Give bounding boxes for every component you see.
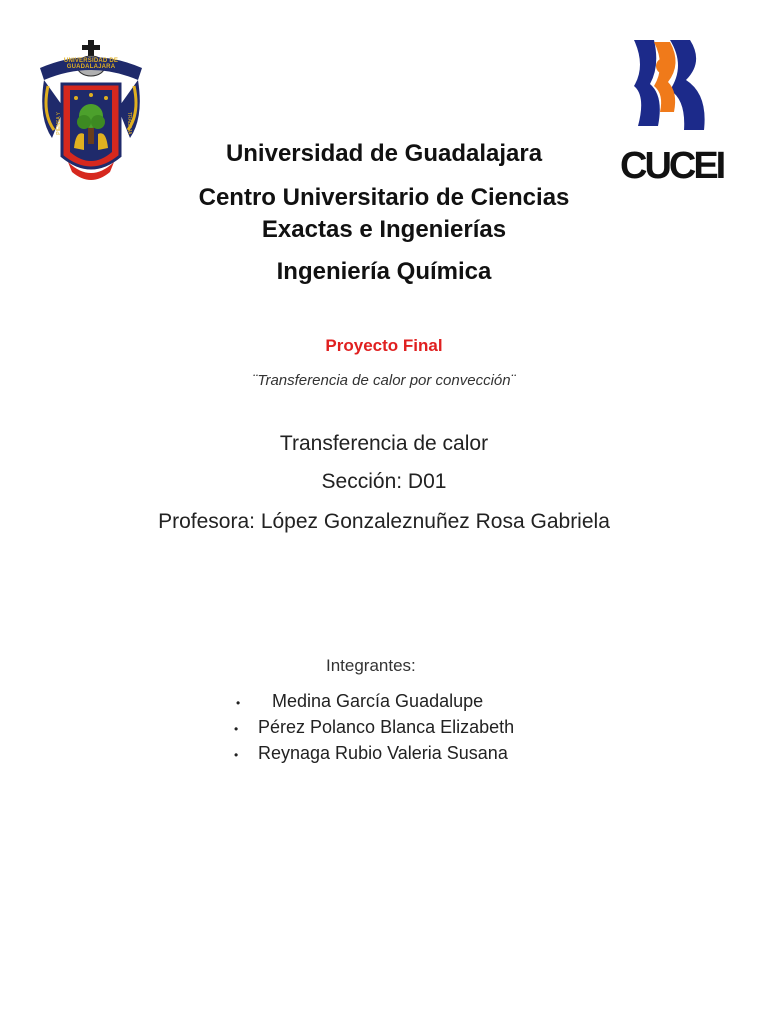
member-name: Pérez Polanco Blanca Elizabeth [258,717,515,737]
members-list [234,688,578,766]
members-heading: Integrantes: [326,656,416,675]
list-item [234,714,578,740]
member-name: Medina García Guadalupe [272,691,484,711]
udg-crest-left-banner: PIENSA Y [56,112,62,135]
bullet-icon: • [236,696,241,710]
course-section: Sección: D01 [321,470,447,493]
course-professor: Profesora: López Gonzaleznuñez Rosa Gabriela [158,510,610,533]
program-title: Ingeniería Química [276,258,492,285]
center-title-line1: Centro Universitario de Ciencias [198,184,570,211]
list-item [234,740,578,766]
bullet-icon: • [234,748,239,762]
course-name: Transferencia de calor [279,432,489,455]
list-item [236,688,578,714]
udg-crest-banner-text: UNIVERSIDAD DE GUADALAJARA [63,58,119,70]
project-title: ¨Transferencia de calor por convección¨ [252,372,516,389]
cucei-logo [620,36,714,148]
cucei-logo-text: CUCEI [620,145,724,187]
bullet-icon: • [234,722,239,736]
member-name: Reynaga Rubio Valeria Susana [258,743,508,763]
udg-crest-right-banner: TRABAJA [126,112,132,135]
center-title-line2: Exactas e Ingenierías [261,216,507,243]
university-title: Universidad de Guadalajara [225,140,543,167]
project-label: Proyecto Final [325,336,443,355]
